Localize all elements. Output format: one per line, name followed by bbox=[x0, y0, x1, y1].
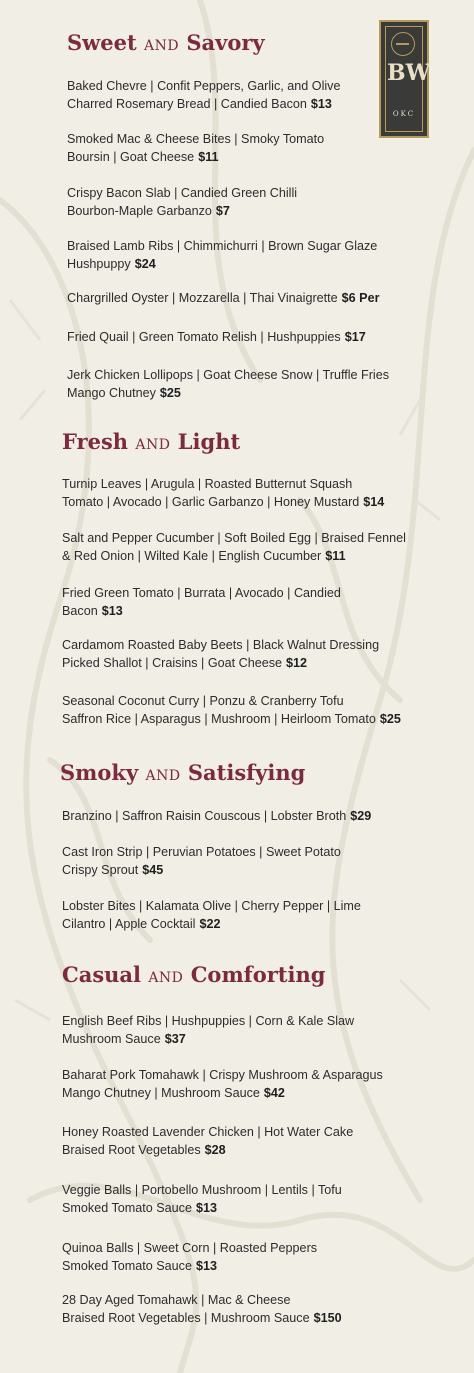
menu-item bbox=[62, 897, 361, 933]
menu-item bbox=[62, 843, 341, 879]
item-text: Seasonal Coconut Curry | Ponzu & Cranberry Tofu bbox=[62, 694, 344, 708]
item-text: Smoked Tomato Sauce bbox=[62, 1259, 192, 1273]
section-title bbox=[67, 30, 265, 55]
item-text: Bacon bbox=[62, 604, 98, 618]
item-text: Casual bbox=[62, 962, 141, 987]
item-price: $13 bbox=[310, 97, 332, 111]
section-title-conjunction: AND bbox=[135, 437, 171, 453]
item-text: Smoky bbox=[60, 760, 139, 785]
logo-emblem-icon bbox=[391, 32, 415, 56]
item-text: Braised Root Vegetables bbox=[62, 1143, 201, 1157]
item-price: $14 bbox=[363, 495, 385, 509]
item-text: Crispy Sprout bbox=[62, 863, 139, 877]
item-text: Salt and Pepper Cucumber | Soft Boiled Egg | Braised Fennel bbox=[62, 531, 406, 545]
item-text bbox=[62, 602, 341, 620]
item-text: Mushroom Sauce bbox=[62, 1032, 161, 1046]
menu-item bbox=[67, 184, 297, 220]
menu-item bbox=[62, 1123, 353, 1159]
item-text: Jerk Chicken Lollipops | Goat Cheese Snow | Truffle Fries bbox=[67, 368, 390, 382]
section-title bbox=[62, 962, 325, 987]
item-price: $25 bbox=[159, 386, 181, 400]
item-text bbox=[62, 807, 371, 825]
section-title bbox=[60, 760, 305, 785]
item-text: Mango Chutney | Mushroom Sauce bbox=[62, 1086, 260, 1100]
item-price: $45 bbox=[142, 863, 164, 877]
item-price: $12 bbox=[286, 656, 308, 670]
item-price: $17 bbox=[344, 330, 366, 344]
menu-item bbox=[62, 636, 379, 672]
item-text bbox=[62, 915, 361, 933]
item-text: Chargrilled Oyster | Mozzarella | Thai Vinaigrette bbox=[67, 291, 338, 305]
menu-item bbox=[62, 529, 406, 565]
item-text: Smoked Mac & Cheese Bites | Smoky Tomato bbox=[67, 132, 325, 146]
item-text: Branzino | Saffron Raisin Couscous | Lobster Broth bbox=[62, 809, 347, 823]
item-text: Cardamom Roasted Baby Beets | Black Walnut Dressing bbox=[62, 638, 380, 652]
item-text: Picked Shallot | Craisins | Goat Cheese bbox=[62, 656, 283, 670]
menu-item bbox=[67, 328, 366, 346]
item-price: $13 bbox=[195, 1259, 217, 1273]
item-text bbox=[67, 328, 366, 346]
item-text bbox=[67, 384, 389, 402]
item-text: Baharat Pork Tomahawk | Crispy Mushroom & Asparagus bbox=[62, 1068, 383, 1082]
item-text: Sweet bbox=[67, 30, 137, 55]
menu-item bbox=[62, 1291, 342, 1327]
menu-item bbox=[67, 77, 340, 113]
logo-mark: BW bbox=[387, 60, 431, 86]
item-text: Boursin | Goat Cheese bbox=[67, 150, 195, 164]
item-text bbox=[62, 547, 406, 565]
item-text bbox=[62, 1084, 383, 1102]
item-text: Satisfying bbox=[187, 760, 306, 785]
item-price: $150 bbox=[313, 1311, 342, 1325]
item-text: Saffron Rice | Asparagus | Mushroom | Heirloom Tomato bbox=[62, 712, 376, 726]
item-text: Braised Lamb Ribs | Chimmichurri | Brown Sugar Glaze bbox=[67, 239, 378, 253]
item-text: Comforting bbox=[190, 962, 326, 987]
item-text: Savory bbox=[186, 30, 265, 55]
menu-item bbox=[67, 289, 379, 307]
item-text bbox=[62, 1141, 353, 1159]
item-text: Charred Rosemary Bread | Candied Bacon bbox=[67, 97, 307, 111]
item-text: Mango Chutney bbox=[67, 386, 156, 400]
item-price: $24 bbox=[134, 257, 156, 271]
item-text: Hushpuppy bbox=[67, 257, 131, 271]
item-text bbox=[62, 861, 341, 879]
menu-item bbox=[62, 584, 341, 620]
item-text: Veggie Balls | Portobello Mushroom | Lentils | Tofu bbox=[62, 1183, 342, 1197]
item-text: Fried Quail | Green Tomato Relish | Hushpuppies bbox=[67, 330, 341, 344]
menu-item bbox=[67, 366, 389, 402]
menu-item bbox=[62, 1066, 383, 1102]
item-text: Tomato | Avocado | Garlic Garbanzo | Honey Mustard bbox=[62, 495, 360, 509]
menu-item bbox=[62, 1012, 354, 1048]
menu-item bbox=[62, 1181, 342, 1217]
item-text: Lobster Bites | Kalamata Olive | Cherry Pepper | Lime bbox=[62, 899, 361, 913]
item-text: Honey Roasted Lavender Chicken | Hot Water Cake bbox=[62, 1125, 354, 1139]
menu-item bbox=[62, 807, 371, 825]
item-price: $25 bbox=[379, 712, 401, 726]
menu-item bbox=[67, 130, 324, 166]
item-text: Cast Iron Strip | Peruvian Potatoes | Sweet Potato bbox=[62, 845, 341, 859]
item-price: $22 bbox=[199, 917, 221, 931]
item-text bbox=[67, 148, 324, 166]
item-text: Braised Root Vegetables | Mushroom Sauce bbox=[62, 1311, 310, 1325]
item-price: $6 Per bbox=[341, 291, 380, 305]
item-price: $11 bbox=[325, 549, 346, 563]
item-price: $11 bbox=[198, 150, 219, 164]
section-title-conjunction: AND bbox=[143, 38, 180, 54]
section-title bbox=[62, 429, 240, 454]
menu-item bbox=[67, 237, 377, 273]
menu-item bbox=[62, 475, 384, 511]
item-price: $13 bbox=[101, 604, 123, 618]
item-text: Fried Green Tomato | Burrata | Avocado | Candied bbox=[62, 586, 341, 600]
section-title-conjunction: AND bbox=[148, 970, 184, 986]
item-text: Quinoa Balls | Sweet Corn | Roasted Peppers bbox=[62, 1241, 318, 1255]
item-price: $28 bbox=[204, 1143, 226, 1157]
item-text: Bourbon-Maple Garbanzo bbox=[67, 204, 212, 218]
item-price: $37 bbox=[164, 1032, 186, 1046]
item-text bbox=[62, 1199, 342, 1217]
item-text: Light bbox=[177, 429, 241, 454]
item-price: $13 bbox=[195, 1201, 217, 1215]
item-text: 28 Day Aged Tomahawk | Mac & Cheese bbox=[62, 1293, 291, 1307]
item-text: Crispy Bacon Slab | Candied Green Chilli bbox=[67, 186, 298, 200]
item-text bbox=[67, 289, 379, 307]
item-text bbox=[62, 1030, 354, 1048]
item-text bbox=[62, 493, 384, 511]
item-text bbox=[62, 654, 379, 672]
item-text bbox=[62, 710, 401, 728]
logo-subtitle: OKC bbox=[392, 110, 416, 118]
menu-item bbox=[62, 692, 401, 728]
item-text bbox=[67, 255, 377, 273]
item-price: $29 bbox=[350, 809, 372, 823]
logo bbox=[379, 20, 429, 138]
menu-item bbox=[62, 1239, 317, 1275]
item-text: Baked Chevre | Confit Peppers, Garlic, and Olive bbox=[67, 79, 341, 93]
item-price: $7 bbox=[215, 204, 230, 218]
item-text bbox=[62, 1257, 317, 1275]
item-text bbox=[67, 202, 297, 220]
item-price: $42 bbox=[263, 1086, 285, 1100]
item-text bbox=[62, 1309, 342, 1327]
section-title-conjunction: AND bbox=[145, 768, 181, 784]
item-text: Fresh bbox=[62, 429, 129, 454]
item-text: Turnip Leaves | Arugula | Roasted Butternut Squash bbox=[62, 477, 353, 491]
item-text: English Beef Ribs | Hushpuppies | Corn & Kale Slaw bbox=[62, 1014, 355, 1028]
item-text: Cilantro | Apple Cocktail bbox=[62, 917, 196, 931]
item-text bbox=[67, 95, 340, 113]
item-text: & Red Onion | Wilted Kale | English Cucumber bbox=[62, 549, 322, 563]
item-text: Smoked Tomato Sauce bbox=[62, 1201, 192, 1215]
